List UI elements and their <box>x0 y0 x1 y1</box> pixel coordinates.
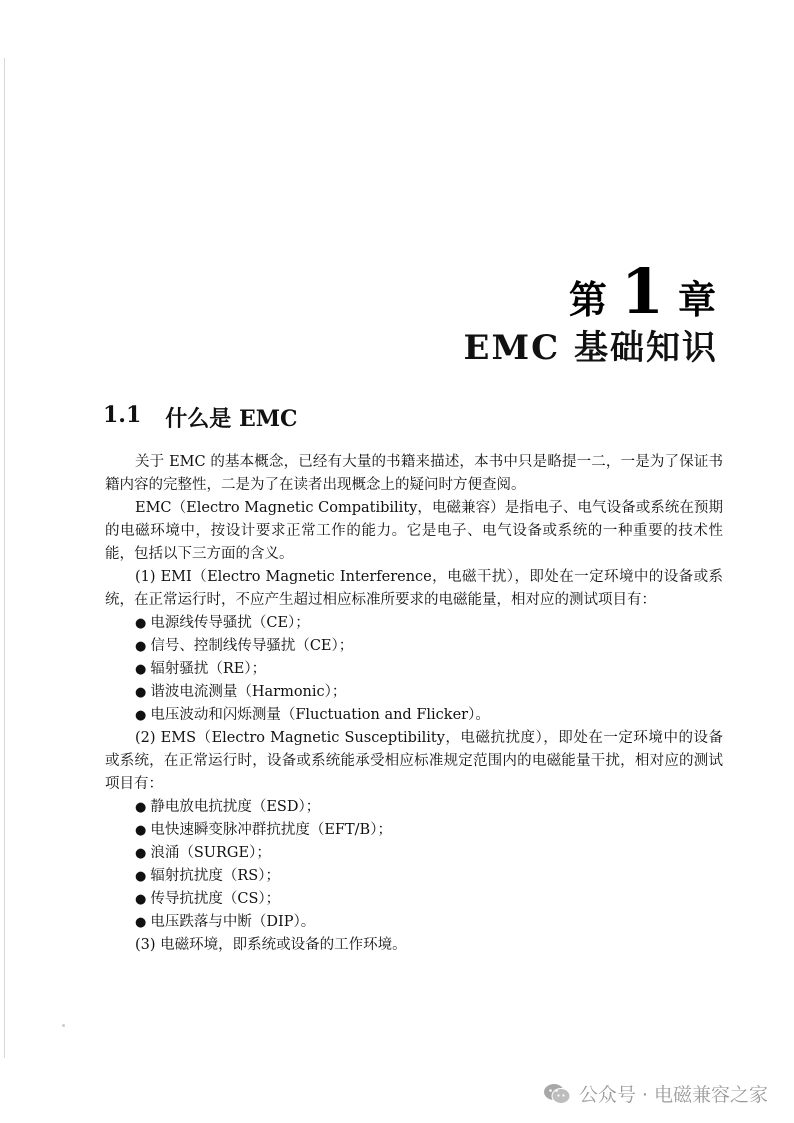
watermark-text: 公众号 · 电磁兼容之家 <box>578 1084 768 1106</box>
bullet-icon: ● <box>135 708 147 723</box>
watermark <box>543 1080 768 1107</box>
body-text <box>105 451 723 957</box>
section-title: 什么是 EMC <box>165 406 298 432</box>
paragraph: 关于 EMC 的基本概念，已经有大量的书籍来描述，本书中只是略提一二，一是为了保证书籍内容的完整性，二是为了在读者出现概念上的疑问时方便查阅。 <box>105 454 723 493</box>
bullet-icon: ● <box>135 662 147 677</box>
list-item: ● 浪涌（SURGE）； <box>135 845 271 861</box>
paragraph: (1) EMI（Electro Magnetic Interference，电磁干扰），即处在一定环境中的设备或系统，在正常运行时，不应产生超过相应标准所要求的电磁能量，相对应的测试项目有： <box>105 569 723 608</box>
bullet-icon: ● <box>135 823 147 838</box>
page-dot <box>62 1024 65 1027</box>
chapter-number <box>569 255 716 328</box>
paragraph: EMC（Electro Magnetic Compatibility，电磁兼容）是指电子、电气设备或系统在预期的电磁环境中，按设计要求正常工作的能力。它是电子、电气设备或系统的一种重要的技术性能，包括以下三方面的含义。 <box>105 500 723 562</box>
bullet-icon: ● <box>135 800 147 815</box>
chapter-title: EMC 基础知识 <box>463 328 718 368</box>
list-item: ● 电压波动和闪烁测量（Fluctuation and Flicker）。 <box>135 707 490 723</box>
bullet-icon: ● <box>135 616 147 631</box>
bullet-icon: ● <box>135 639 147 654</box>
chapter-digit: 1 <box>620 255 664 328</box>
list-item: ● 电源线传导骚扰（CE）； <box>135 615 310 631</box>
list-item: ● 辐射骚扰（RE）； <box>135 661 267 677</box>
list-item: ● 电压跌落与中断（DIP）。 <box>135 914 316 930</box>
list-item: ● 信号、控制线传导骚扰（CE）； <box>135 638 354 654</box>
section-number: 1.1 <box>103 402 142 428</box>
emi-list <box>105 612 723 727</box>
bullet-icon: ● <box>135 915 147 930</box>
bullet-icon: ● <box>135 685 147 700</box>
chapter-suffix: 章 <box>677 278 716 322</box>
page-margin-line <box>4 58 5 1058</box>
wechat-icon <box>543 1083 571 1105</box>
bullet-icon: ● <box>135 869 147 884</box>
ems-list <box>105 796 723 934</box>
chapter-prefix: 第 <box>568 278 607 322</box>
paragraph: (2) EMS（Electro Magnetic Susceptibility，电磁抗扰度），即处在一定环境中的设备或系统，在正常运行时，设备或系统能承受相应标准规定范围内的电磁能量干扰，相对应的测试项目有： <box>105 730 723 792</box>
list-item: ● 传导抗扰度（CS）； <box>135 891 281 907</box>
bullet-icon: ● <box>135 846 147 861</box>
list-item: ● 电快速瞬变脉冲群抗扰度（EFT/B）； <box>135 822 392 838</box>
section-heading <box>103 402 298 433</box>
list-item: ● 谐波电流测量（Harmonic）； <box>135 684 347 700</box>
list-item: ● 静电放电抗扰度（ESD）； <box>135 799 321 815</box>
list-item: ● 辐射抗扰度（RS）； <box>135 868 280 884</box>
paragraph: (3) 电磁环境，即系统或设备的工作环境。 <box>135 937 407 953</box>
bullet-icon: ● <box>135 892 147 907</box>
